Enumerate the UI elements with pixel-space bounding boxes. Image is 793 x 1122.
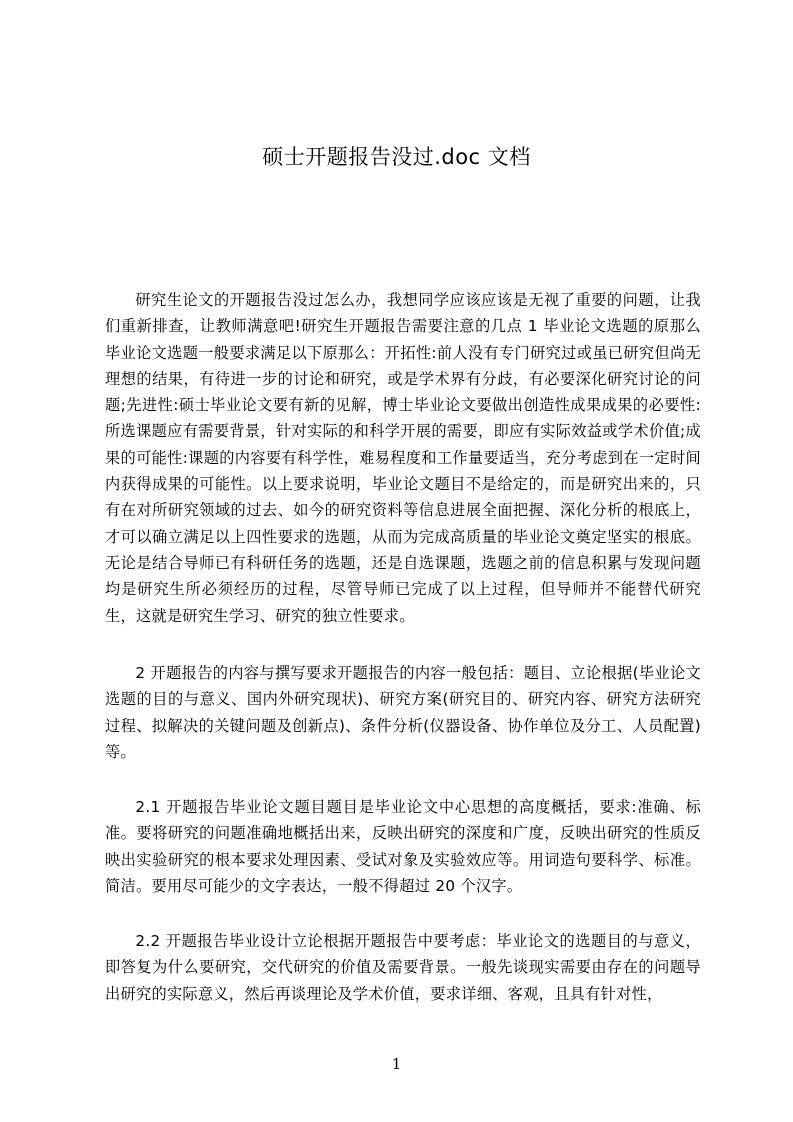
body-paragraph-2: 2 开题报告的内容与撰写要求开题报告的内容一般包括：题目、立论根据(毕业论文选题的目的与意义、国内外研究现状)、研究方案(研究目的、研究内容、研究方法研究过程、拟解决的关键问题及创新点)、条件分析(仪器设备、协作单位及分工、人员配置)等。 (105, 664, 701, 761)
document-title: 硕士开题报告没过.doc 文档 (262, 145, 531, 169)
page-number: 1 (391, 1055, 402, 1073)
body-paragraph-3: 2.1 开题报告毕业论文题目题目是毕业论文中心思想的高度概括，要求:准确、标准。要将研究的问题准确地概括出来，反映出研究的深度和广度，反映出研究的性质反映出实验研究的根本要求处理因素、受试对象及实验效应等。用词造句要科学、标准。简洁。要用尽可能少的文字表达，一般不得超过 20 个汉字。 (105, 798, 701, 895)
body-paragraph-1: 研究生论文的开题报告没过怎么办，我想同学应该应该是无视了重要的问题，让我们重新排查，让教师满意吧!研究生开题报告需要注意的几点 1 毕业论文选题的原那么毕业论文选题一般要求满足以下原那么：开拓性:前人没有专门研究过或虽已研究但尚无理想的结果，有待进一步的讨论和研究，或是学术界有分歧，有必要深化研究讨论的问题;先进性:硕士毕业论文要有新的见解，博士毕业论文要做出创造性成果成果的必要性:所选课题应有需要背景，针对实际的和科学开展的需要，即应有实际效益或学术价值;成果的可能性:课题的内容要有科学性，难易程度和工作量要适当，充分考虑到在一定时间内获得成果的可能性。以上要求说明，毕业论文题目不是给定的，而是研究出来的，只有在对所研究领域的过去、如今的研究资料等信息进展全面把握、深化分析的根底上，才可以确立满足以上四性要求的选题，从而为完成高质量的毕业论文奠定坚实的根底。无论是结合导师已有科研任务的选题，还是自选课题，选题之前的信息积累与发现问题均是研究生所必须经历的过程，尽管导师已完成了以上过程，但导师并不能替代研究生，这就是研究生学习、研究的独立性要求。 (105, 291, 701, 625)
body-paragraph-4: 2.2 开题报告毕业设计立论根据开题报告中要考虑：毕业论文的选题目的与意义，即答复为什么要研究，交代研究的价值及需要背景。一般先谈现实需要由存在的问题导出研究的实际意义，然后再谈理论及学术价值，要求详细、客观，且具有针对性， (105, 932, 701, 1003)
